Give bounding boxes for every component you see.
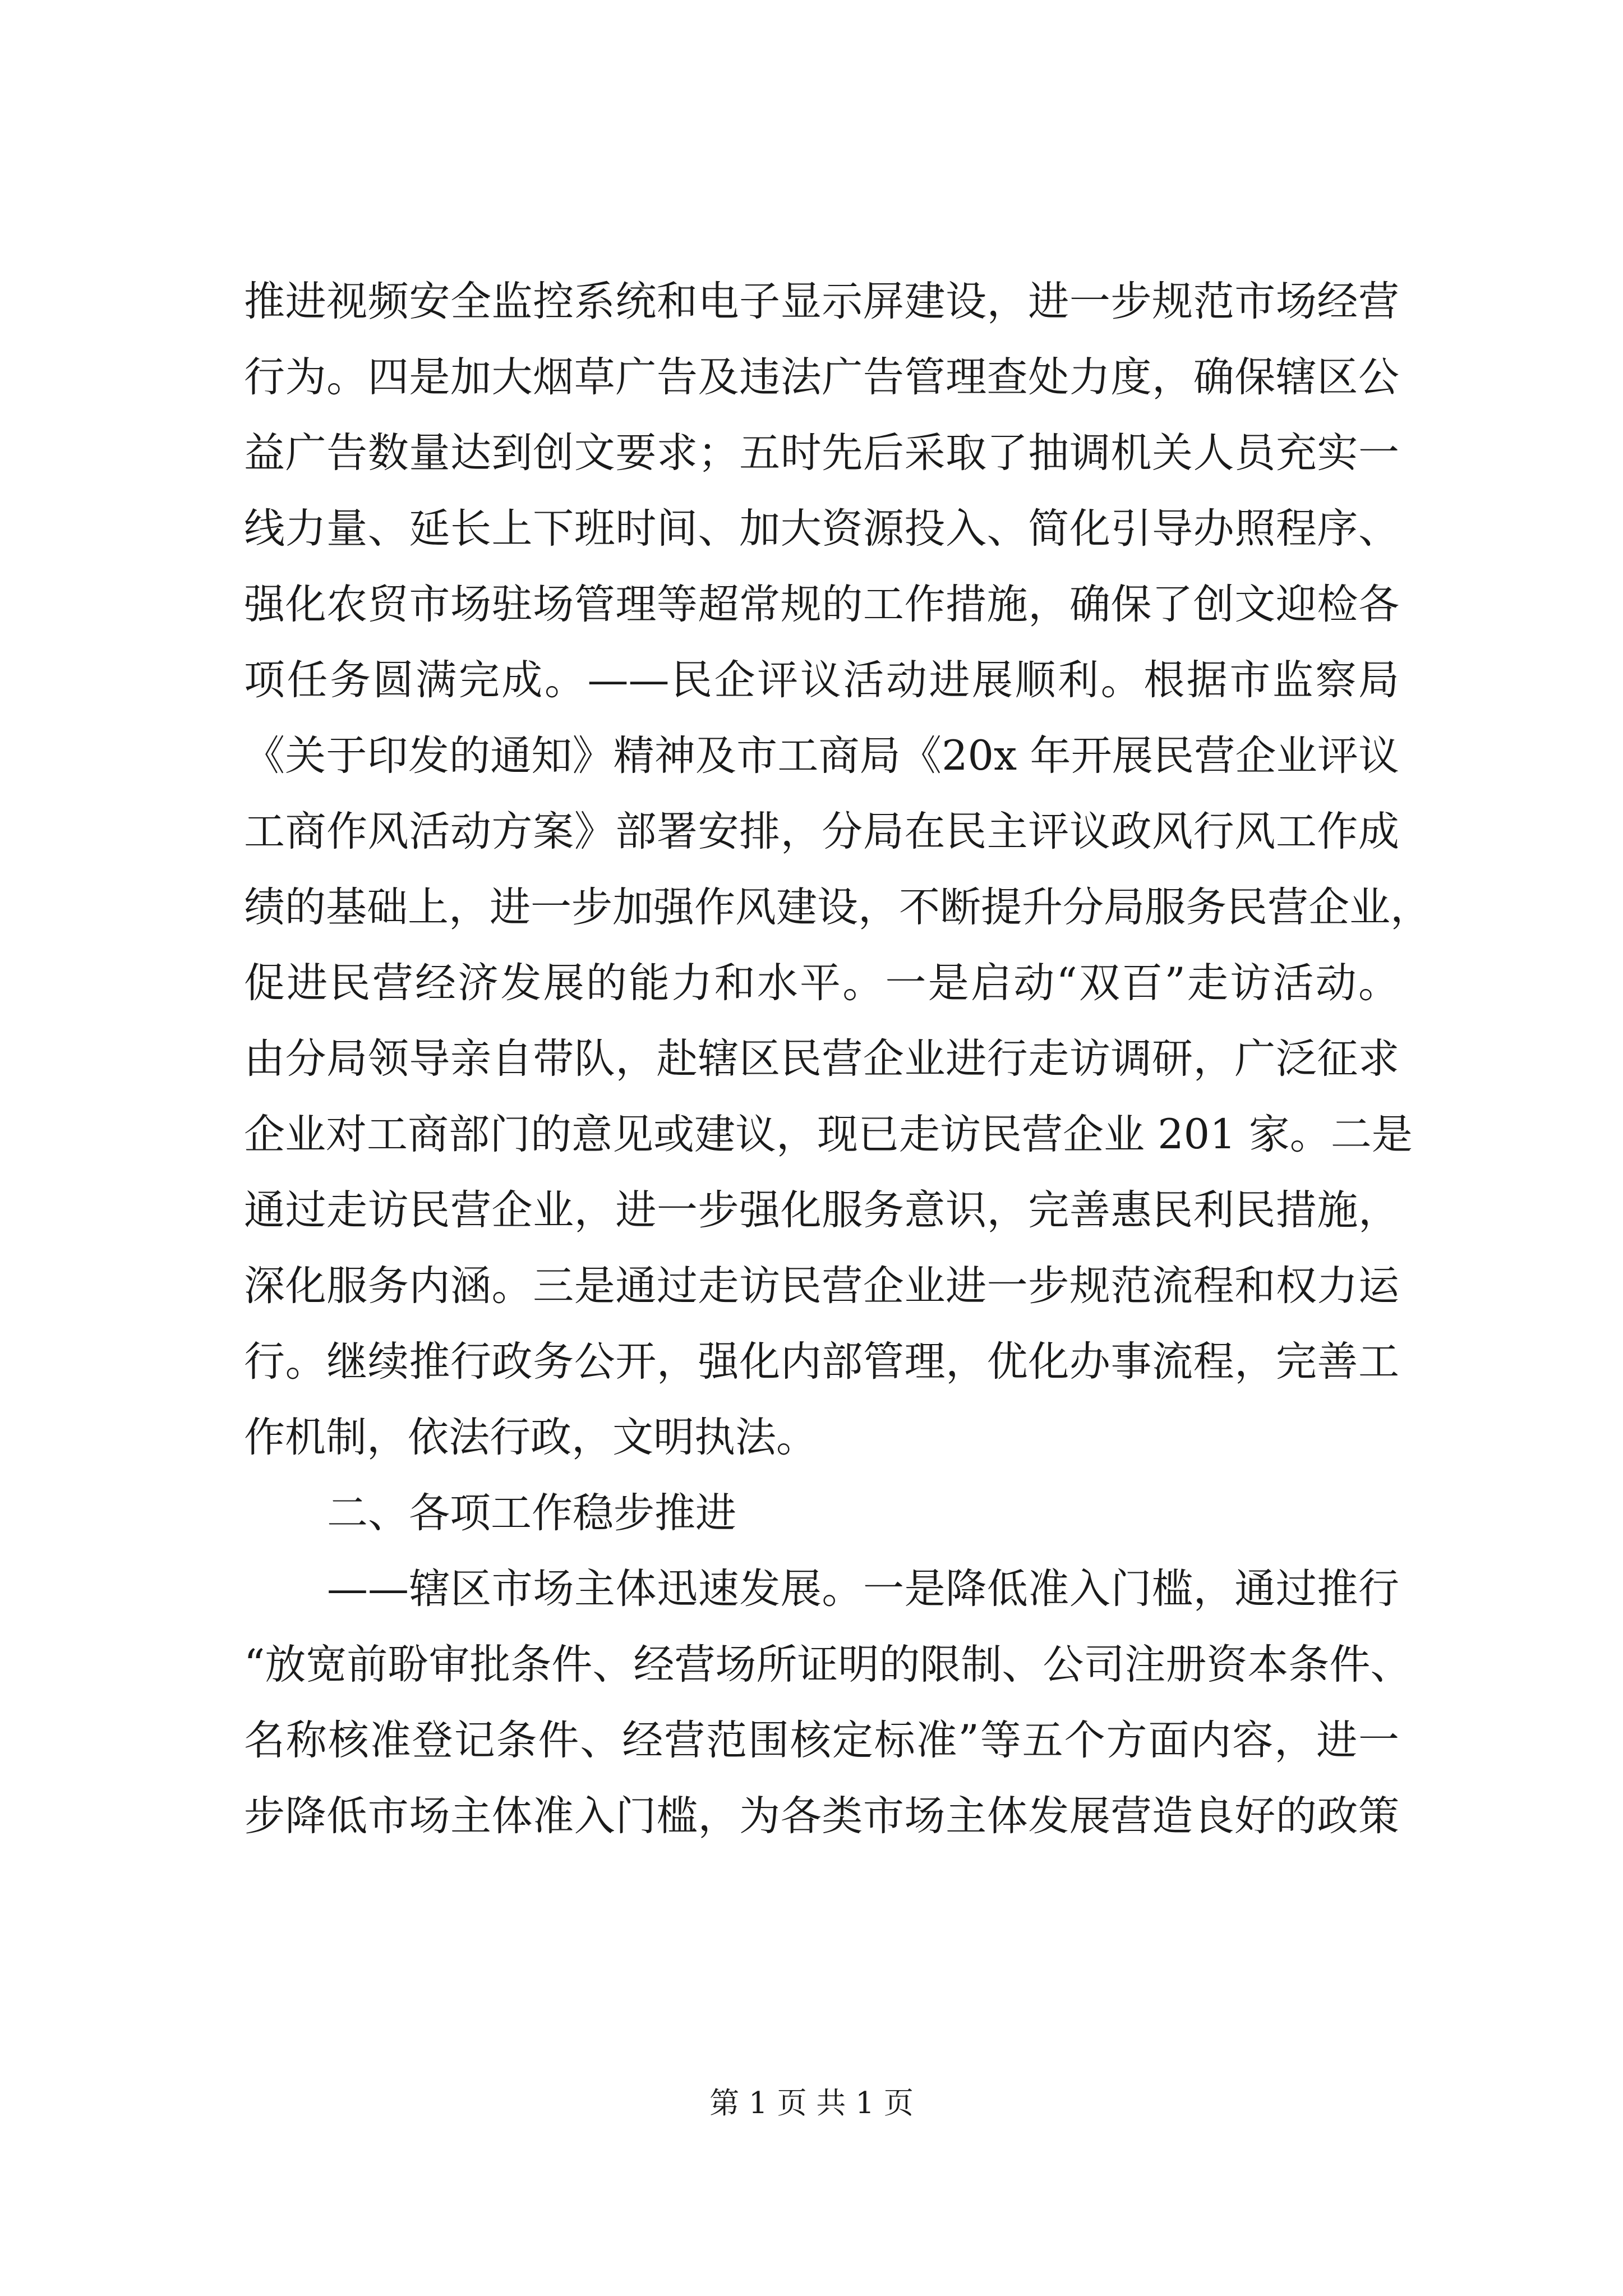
text-line: 绩的基础上，进一步加强作风建设，不断提升分局服务民营企业， [244,884,1431,931]
text-line: 企业对工商部门的意见或建议，现已走访民营企业 201 家。二是 [244,1111,1413,1158]
text-line: 行。继续推行政务公开，强化内部管理，优化办事流程，完善工 [244,1338,1399,1386]
text-line: 由分局领导亲自带队，赴辖区民营企业进行走访调研，广泛征求 [244,1035,1399,1083]
text-line: 《关于印发的通知》精神及市工商局《20x 年开展民营企业评议 [244,732,1399,780]
text-line: 深化服务内涵。三是通过走访民营企业进一步规范流程和权力运 [244,1262,1399,1310]
text-line: 线力量、延长上下班时间、加大资源投入、简化引导办照程序、 [244,505,1399,553]
text-line: 步降低市场主体准入门槛，为各类市场主体发展营造良好的政策 [244,1792,1399,1840]
text-line: 促进民营经济发展的能力和水平。一是启动“双百”走访活动。 [244,959,1399,1007]
text-line: 行为。四是加大烟草广告及违法广告管理查处力度，确保辖区公 [244,353,1399,401]
text-line: 作机制，依法行政，文明执法。 [244,1414,817,1461]
text-line: 益广告数量达到创文要求；五时先后采取了抽调机关人员充实一 [244,429,1399,477]
text-line: 推进视频安全监控系统和电子显示屏建设，进一步规范市场经营 [244,278,1399,325]
text-line: 工商作风活动方案》部署安排，分局在民主评议政风行风工作成 [244,808,1399,855]
text-line: 强化农贸市场驻场管理等超常规的工作措施，确保了创文迎检各 [244,581,1399,628]
page-number-footer: 第 1 页 共 1 页 [709,2086,914,2120]
text-line: 名称核准登记条件、经营范围核定标准”等五个方面内容，进一 [244,1717,1399,1764]
text-line: “放宽前聁审批条件、经营场所证明的限制、公司注册资本条件、 [244,1641,1412,1688]
text-line: ——辖区市场主体迅速发展。一是降低准入门槛，通过推行 [327,1565,1399,1613]
text-line: 通过走访民营企业，进一步强化服务意识，完善惠民利民措施， [244,1186,1399,1234]
document-body [244,264,1431,1854]
section-heading: 二、各项工作稳步推进 [327,1489,736,1537]
text-line: 项任务圆满完成。——民企评议活动进展顺利。根据市监察局 [244,656,1399,704]
